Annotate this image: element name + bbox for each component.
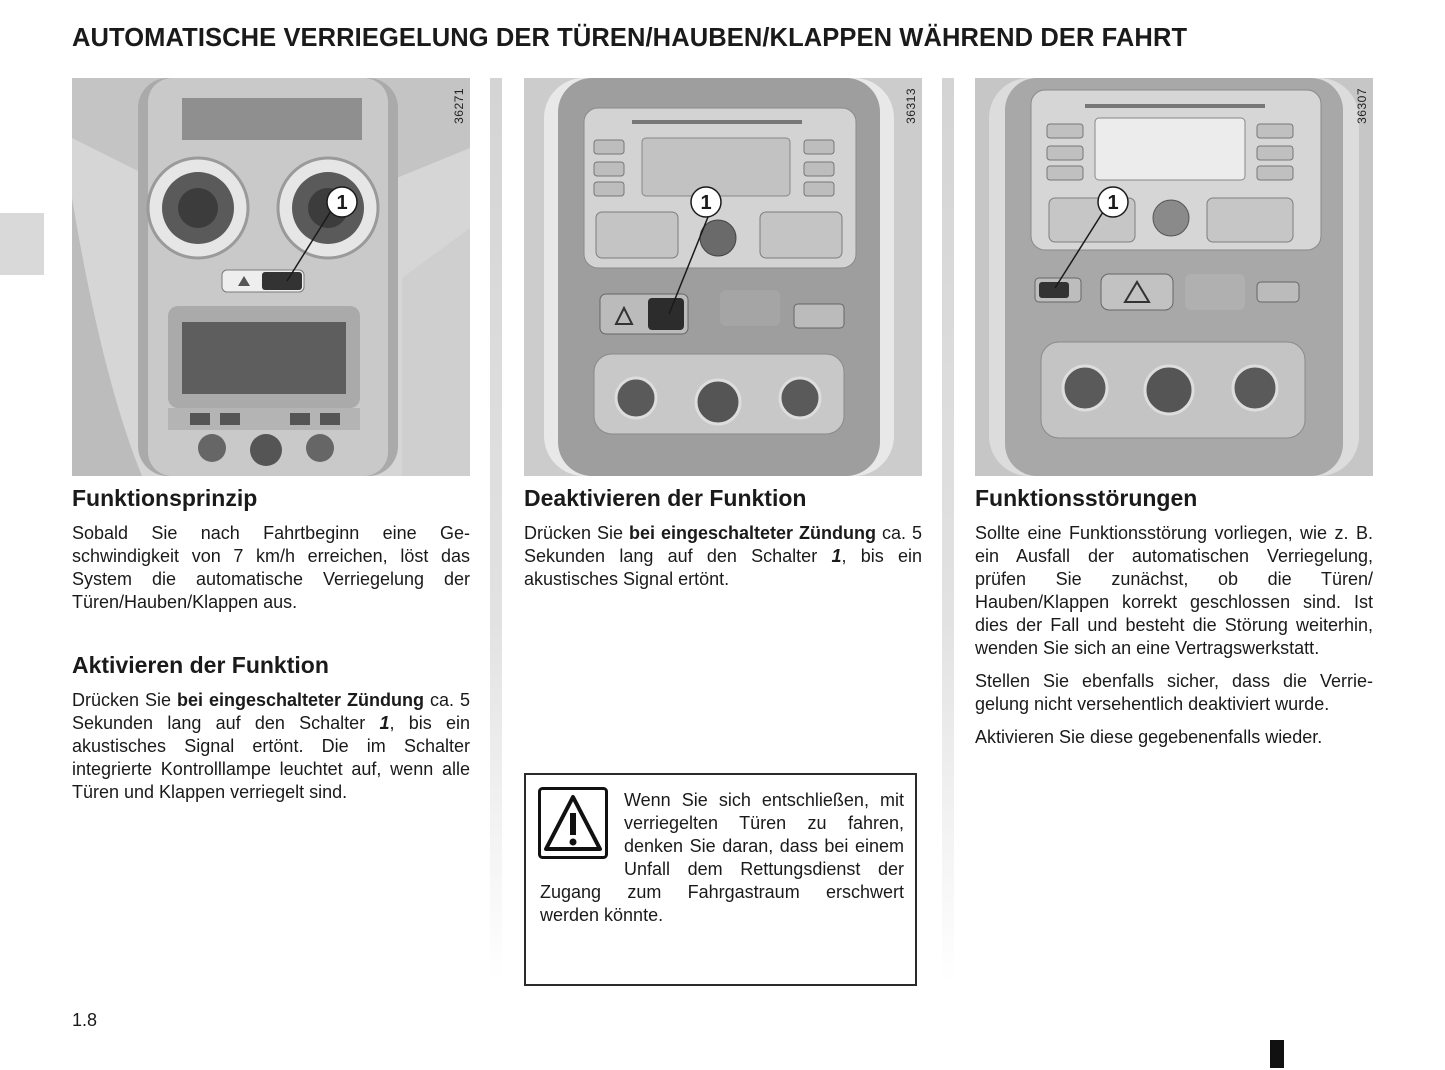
figure-number: 36307: [1355, 88, 1369, 124]
column-2: [524, 78, 923, 589]
section-text: Sollte eine Funktionsstörung vorliegen, wie z. B. ein Ausfall der automatischen Verriegelung, prüfen Sie zunächst, ob die Türen/ Hauben/Klappen korrekt geschlossen sind. Ist dies der Fall und besteht die Störung weiterhin, wenden Sie sich an eine Vertragswerkstatt.: [975, 523, 1373, 658]
section-heading: Aktivieren der Funktion: [72, 652, 329, 678]
figure-console-panel: [975, 78, 1373, 476]
section-text: Stellen Sie ebenfalls sicher, dass die Verriegelung nicht versehentlich deaktiviert wurde.: [975, 671, 1373, 714]
section-text-group: [975, 522, 1373, 749]
section-heading: Funktionsprinzip: [72, 485, 258, 511]
callout-label: 1: [336, 192, 348, 214]
warning-box: [524, 773, 917, 986]
section-text: Drücken Sie bei eingeschalteter Zündung ca. 5 Sekunden lang auf den Schalter 1, bis ein akustisches Signal ertönt. Die im Schalter integrierte Kontrolllampe leuchtet auf, wenn alle Türen und Klappen verriegelt sind.: [72, 690, 471, 802]
warning-text: Wenn Sie sich entschließen, mit verriegelten Türen zu fahren, denken Sie daran, dass bei einem Unfall dem Rettungsdienst der Zugang zum Fahrgastraum erschwert werden könnte.: [540, 790, 904, 925]
column-3: [975, 78, 1373, 747]
page-number: 1.8: [72, 1010, 98, 1030]
page-title: AUTOMATISCHE VERRIEGELUNG DER TÜREN/HAUBEN/KLAPPEN WÄHREND DER FAHRT: [72, 24, 1188, 52]
section-text: Aktivieren Sie diese gegebenenfalls wieder.: [975, 727, 1323, 747]
section-heading: Funktionsstörungen: [975, 485, 1198, 511]
column-1: [72, 78, 471, 802]
figure-number: 36313: [904, 88, 918, 124]
section-text: Sobald Sie nach Fahrtbeginn eine Geschwindigkeit von 7 km/h erreichen, löst das System die automatische Verriegelung der Türen/Hauben/Klappen aus.: [72, 523, 470, 612]
figure-number: 36271: [452, 88, 466, 124]
figure-radio-panel: [524, 78, 922, 476]
column-divider: [942, 78, 954, 982]
section-heading: Deaktivieren der Funktion: [524, 485, 807, 511]
callout-label: 1: [700, 192, 712, 214]
callout-label: 1: [1107, 192, 1119, 214]
column-divider: [490, 78, 502, 982]
chapter-tab: [0, 213, 44, 275]
section-text: Drücken Sie bei eingeschalteter Zündung ca. 5 Sekunden lang auf den Schalter 1, bis ein akustisches Signal ertönt.: [524, 523, 923, 589]
figure-dashboard-center: [72, 78, 470, 476]
page-marker: [1270, 1040, 1284, 1068]
